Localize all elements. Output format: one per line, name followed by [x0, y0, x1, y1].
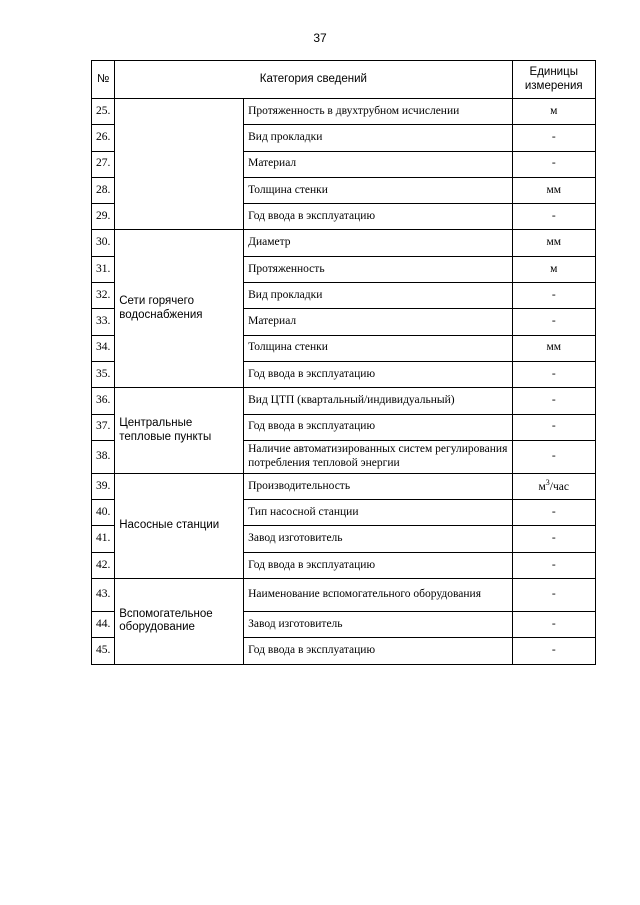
detail-cell: Вид прокладки [244, 283, 512, 309]
unit-cell: - [512, 414, 596, 440]
header-category: Категория сведений [115, 61, 512, 99]
category-cell: Насосные станции [115, 473, 244, 578]
unit-cell: - [512, 579, 596, 612]
detail-cell: Вид ЦТП (квартальный/индивидуальный) [244, 388, 512, 414]
detail-cell: Толщина стенки [244, 335, 512, 361]
detail-cell: Наименование вспомогательного оборудования [244, 579, 512, 612]
unit-cell: - [512, 125, 596, 151]
row-number: 41. [92, 526, 115, 552]
category-cell: Сети горячего водоснабжения [115, 230, 244, 388]
table-row [92, 230, 596, 256]
detail-cell: Год ввода в эксплуатацию [244, 638, 512, 664]
row-number: 33. [92, 309, 115, 335]
row-number: 38. [92, 440, 115, 473]
unit-cell: - [512, 309, 596, 335]
info-table [91, 60, 596, 665]
unit-cell: - [512, 204, 596, 230]
unit-cell: - [512, 283, 596, 309]
detail-cell: Толщина стенки [244, 177, 512, 203]
row-number: 39. [92, 473, 115, 499]
header-unit: Единицы измерения [512, 61, 596, 99]
detail-cell: Завод изготовитель [244, 612, 512, 638]
unit-cell: - [512, 552, 596, 578]
unit-exponent: 3 [545, 478, 550, 488]
detail-cell: Наличие автоматизированных систем регулирования потребления тепловой энергии [244, 440, 512, 473]
unit-cell: - [512, 440, 596, 473]
unit-cell: - [512, 151, 596, 177]
detail-cell: Протяженность в двухтрубном исчислении [244, 99, 512, 125]
row-number: 30. [92, 230, 115, 256]
detail-cell: Год ввода в эксплуатацию [244, 552, 512, 578]
row-number: 32. [92, 283, 115, 309]
table-row [92, 99, 596, 125]
unit-cell: м [512, 256, 596, 282]
unit-cell: - [512, 388, 596, 414]
row-number: 40. [92, 500, 115, 526]
category-cell: Вспомогательное оборудование [115, 579, 244, 665]
detail-cell: Диаметр [244, 230, 512, 256]
table-body [92, 99, 596, 665]
detail-cell: Год ввода в эксплуатацию [244, 361, 512, 387]
unit-cell: мм [512, 230, 596, 256]
detail-cell: Год ввода в эксплуатацию [244, 204, 512, 230]
row-number: 36. [92, 388, 115, 414]
detail-cell: Материал [244, 151, 512, 177]
detail-cell: Вид прокладки [244, 125, 512, 151]
page-number: 37 [313, 31, 327, 45]
row-number: 35. [92, 361, 115, 387]
unit-cell: - [512, 526, 596, 552]
unit-cell: - [512, 500, 596, 526]
unit-cell: м [512, 99, 596, 125]
unit-cell: мм [512, 335, 596, 361]
detail-cell: Протяженность [244, 256, 512, 282]
unit-cell: - [512, 612, 596, 638]
detail-cell: Производительность [244, 473, 512, 499]
row-number: 28. [92, 177, 115, 203]
category-cell [115, 99, 244, 230]
unit-cell: $м^3$/час [512, 473, 596, 499]
row-number: 45. [92, 638, 115, 664]
unit-cell: мм [512, 177, 596, 203]
detail-cell: Материал [244, 309, 512, 335]
table-row [92, 473, 596, 499]
header-num: № [92, 61, 115, 99]
detail-cell: Тип насосной станции [244, 500, 512, 526]
row-number: 27. [92, 151, 115, 177]
row-number: 44. [92, 612, 115, 638]
row-number: 26. [92, 125, 115, 151]
row-number: 42. [92, 552, 115, 578]
row-number: 37. [92, 414, 115, 440]
row-number: 34. [92, 335, 115, 361]
table-row [92, 579, 596, 612]
row-number: 25. [92, 99, 115, 125]
unit-cell: - [512, 638, 596, 664]
row-number: 29. [92, 204, 115, 230]
row-number: 31. [92, 256, 115, 282]
unit-cell: - [512, 361, 596, 387]
table-header-row [92, 61, 596, 99]
detail-cell: Год ввода в эксплуатацию [244, 414, 512, 440]
row-number: 43. [92, 579, 115, 612]
table-row [92, 388, 596, 414]
detail-cell: Завод изготовитель [244, 526, 512, 552]
category-cell: Центральные тепловые пункты [115, 388, 244, 474]
